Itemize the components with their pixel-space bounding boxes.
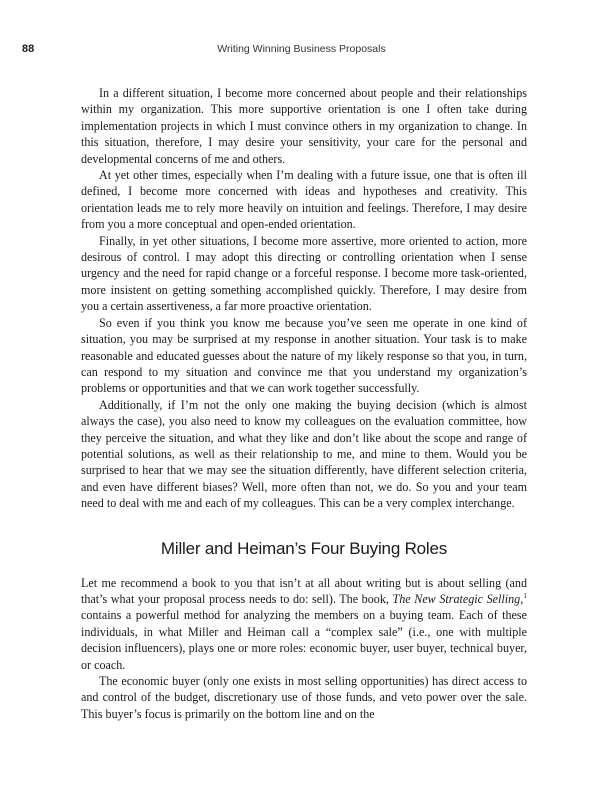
paragraph: Additionally, if I’m not the only one making the buying decision (which is almost always the case), you also need to know my colleagues on the evaluation committee, how they perceive the situation, and what they like and don’t like about the scope and range of potential solutions, as well as their relationship to me, and mine to them. Would you be surprised to hear that we may see the situation differently, have different selection criteria, and even have different biases? Well, more often than not, we do. So you and your team need to deal with me and each of my colleagues. This can be a very complex interchange. (81, 397, 527, 511)
section-intro-paragraph (81, 575, 527, 673)
page-header (22, 43, 581, 59)
footnote-marker: 1 (523, 590, 527, 600)
paragraph: In a different situation, I become more concerned about people and their relationships within my organization. This more supportive orientation is one I often take during implementation projects in which I must convince others in my organization to change. In this situation, therefore, I may desire your sensitivity, your care for the personal and developmental concerns of me and others. (81, 86, 527, 166)
section-heading: Miller and Heiman’s Four Buying Roles (160, 538, 448, 558)
intro-text-end: contains a powerful method for analyzing the members on a buying team. Each of these individuals, in what Miller and Heiman call a “complex sale” (i.e., one with multiple decision influencers), plays one or more roles: economic buyer, user buyer, technical buyer, or coach. (81, 608, 527, 672)
body-text (81, 85, 527, 722)
paragraph: At yet other times, especially when I’m dealing with a future issue, one that is often ill defined, I become more concerned with ideas and hypotheses and creativity. This orientation leads me to rely more heavily on intuition and feelings. Therefore, I may desire from you a more conceptual and open-ended orientation. (81, 168, 527, 232)
intro-text-start: Let me recommend a book to you that isn’t at all about writing but is about selling (and that’s what your proposal process needs to do: sell). The book, (81, 575, 527, 606)
paragraph: Finally, in yet other situations, I become more assertive, more oriented to action, more desirous of control. I may adopt this directing or controlling orientation when I sense urgency and the need for rapid change or a forceful response. I become more task-oriented, more insistent on getting something accomplished quickly. Therefore, I may desire from you a certain assertiveness, a far more proactive orientation. (81, 233, 527, 314)
page-number: 88 (22, 43, 35, 55)
paragraph: So even if you think you know me because you’ve seen me operate in one kind of situation, you may be surprised at my response in another situation. Your task is to make reasonable and educated guesses about the nature of my likely response so that you, in turn, can respond to my situation and convince me that you understand my organization’s problems or opportunities and that we can work together successfully. (81, 315, 527, 396)
book-title: The New Strategic Selling, (392, 591, 524, 606)
paragraph: The economic buyer (only one exists in most selling opportunities) has direct access to and control of the budget, discretionary use of those funds, and veto power over the sale. This buyer’s focus is primarily on the bottom line and on the (81, 674, 527, 721)
running-title: Writing Winning Business Proposals (217, 43, 386, 55)
